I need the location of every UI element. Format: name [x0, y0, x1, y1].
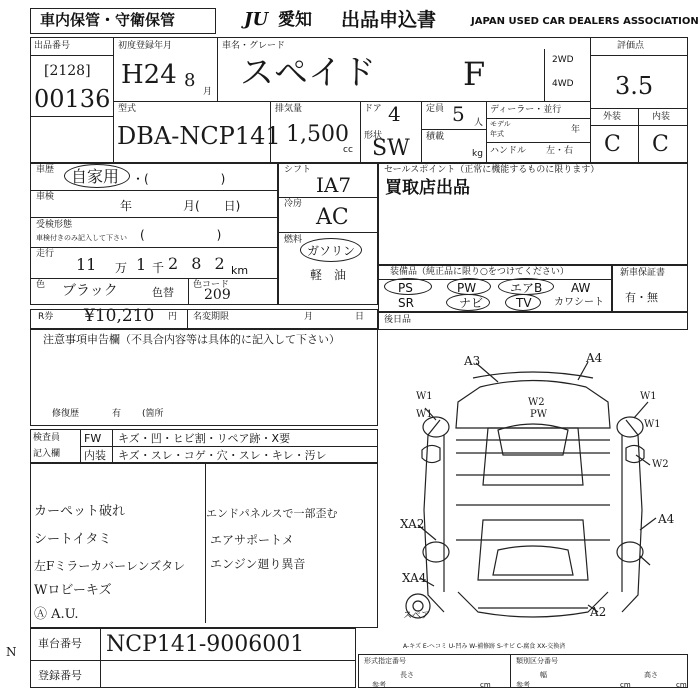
mark-xa2-left: XA2: [400, 517, 425, 531]
recycle-value: ¥10,210: [84, 306, 155, 326]
mileage-sen-digit: 1: [136, 255, 147, 274]
mileage-rest: 2 8 2: [168, 254, 229, 273]
mileage-label: 走行: [36, 249, 55, 259]
displacement-unit: cc: [343, 145, 353, 155]
sales-point-label: セールスポイント（正常に機能するものに限ります）: [384, 165, 600, 175]
inspection-label: 車検: [36, 192, 55, 202]
notes-label: 注意事項申告欄（不具合内容等は具体的に記入して下さい）: [43, 333, 340, 346]
mark-w2-hood: W2: [528, 397, 545, 408]
mark-a4-front: A4: [586, 351, 603, 365]
damage-legend: A-キズ E-ヘコミ U-凹み W-補修跡 S-サビ C-腐食 XX-交換済: [403, 643, 566, 650]
cm-label-3: cm: [676, 681, 687, 689]
equip-aw: AW: [571, 281, 591, 295]
mark-pw-hood: PW: [530, 409, 548, 420]
equip-airbag: エアB: [510, 281, 543, 295]
cm-label-2: cm: [620, 681, 631, 689]
history-label: 車歴: [36, 165, 55, 175]
mark-w1-left: W1: [416, 391, 433, 402]
equip-navi-circle: [446, 294, 490, 311]
note-mirror: 左Fミラーカバーレンズタレ: [34, 559, 186, 573]
model-label: 型式: [118, 104, 137, 114]
mark-w2-right: W2: [652, 459, 669, 470]
ref-label-1: 参考: [372, 681, 386, 689]
color-code-label: 色コード: [193, 280, 230, 290]
equip-navi: ナビ: [459, 296, 484, 310]
inspector-entry-label: 記入欄: [33, 449, 61, 459]
note-carpet: カーペット破れ: [34, 504, 126, 519]
drive-4wd: 4WD: [552, 79, 574, 89]
equip-tv-circle: [505, 294, 541, 311]
mileage-man: 11: [76, 255, 97, 274]
fuel-diesel: 軽 油: [310, 268, 347, 282]
repair-label: 修復歴: [52, 409, 80, 419]
dealer-model-label: モデル: [490, 120, 511, 128]
sales-point-value: 買取店出品: [385, 178, 470, 198]
category-label: 類別区分番号: [516, 657, 558, 665]
corner-mark: N: [6, 645, 17, 659]
model-spec-label: 形式指定番号: [364, 657, 406, 665]
check-row1: キズ・凹・ヒビ割・リペア跡・X要: [118, 432, 291, 445]
equip-sr: SR: [398, 296, 414, 310]
spare-label: スペア: [403, 611, 431, 621]
note-au: Ⓐ A.U.: [34, 607, 79, 622]
mileage-man-unit: 万: [115, 261, 128, 275]
shift-label: シフト: [284, 165, 312, 175]
load-unit: kg: [472, 149, 483, 159]
ref-label-2: 参考: [516, 681, 530, 689]
mark-w1-left-2: W1: [416, 409, 433, 420]
rating-label: 評価点: [617, 41, 645, 51]
cooling-value: AC: [316, 205, 349, 230]
association-name: JAPAN USED CAR DEALERS ASSOCIATION: [471, 16, 699, 27]
history-value: 自家用: [71, 167, 120, 186]
mark-a3-front: A3: [464, 354, 481, 368]
acceptance-label: 受検形態: [36, 220, 73, 230]
back-date-label: 後日品: [384, 315, 412, 325]
capacity-value: 5: [452, 102, 465, 126]
cooling-label: 冷房: [284, 199, 303, 209]
month-unit: 月: [203, 87, 213, 97]
name-change-label: 名変期限: [193, 312, 230, 322]
handle-options: 左・右: [546, 146, 574, 156]
mark-xa4-left: XA4: [402, 571, 427, 585]
mark-w1-right-2: W1: [644, 419, 661, 430]
mark-w1-right: W1: [640, 391, 657, 402]
mileage-sen-unit: 千: [152, 261, 165, 275]
warranty-options: 有・無: [625, 291, 658, 304]
storage-title: 車内保管・守衛保管: [40, 11, 176, 29]
equip-ps: PS: [398, 281, 413, 295]
org-name: 愛知: [278, 10, 312, 30]
mileage-unit: km: [231, 264, 249, 277]
rating-value: 3.5: [615, 72, 654, 100]
mark-a2-rear: A2: [590, 605, 607, 619]
equip-pw-circle: [447, 278, 491, 295]
capacity-label: 定員: [426, 104, 445, 114]
displacement-label: 排気量: [275, 104, 303, 114]
load-label: 積載: [426, 132, 445, 142]
inspector-label: 検査員: [33, 433, 61, 443]
equipment-label: 装備品（純正品に限り○をつけてください）: [390, 267, 569, 277]
warranty-label: 新車保証書: [620, 268, 666, 278]
fuel-gasoline: ガソリン: [307, 244, 356, 258]
inspection-month: 月( 日): [183, 199, 241, 213]
mark-a4-right: A4: [658, 512, 675, 526]
acceptance-note: 車検付きのみ記入して下さい: [36, 234, 127, 242]
equip-airbag-circle: [498, 278, 554, 295]
color-value: ブラック: [62, 283, 118, 299]
chassis-label: 車台番号: [38, 637, 82, 650]
drive-2wd: 2WD: [552, 55, 574, 65]
doors-value: 4: [388, 102, 401, 126]
car-name-value: スペイド: [240, 53, 376, 93]
capacity-unit: 人: [474, 118, 484, 128]
ju-logo: JU: [244, 9, 269, 30]
note-seat: シートイタミ: [34, 532, 112, 547]
first-registration-label: 初度登録年月: [118, 41, 173, 51]
first-registration-year: H24: [121, 60, 177, 90]
note-end-panel: エンドパネルスで一部歪む: [206, 507, 338, 520]
car-name-label: 車名・グレード: [222, 41, 286, 51]
inspection-year: 年: [120, 199, 133, 213]
check-row2-label: 内装: [84, 449, 106, 462]
chassis-value: NCP141-9006001: [106, 632, 305, 657]
form-title: 出品申込書: [341, 9, 437, 31]
note-w-lobby: Wロビーキズ: [34, 583, 112, 598]
registration-label: 登録番号: [38, 669, 82, 682]
repair-value: 有: [112, 409, 122, 419]
fuel-label: 燃料: [284, 235, 303, 245]
history-bracket: ・( ): [132, 172, 226, 186]
height-label: 高さ: [644, 671, 658, 679]
name-change-day: 日: [355, 312, 365, 322]
equip-pw: PW: [457, 281, 477, 295]
first-registration-month: 8: [184, 70, 196, 91]
check-row1-label: FW: [84, 432, 102, 445]
color-code-value: 209: [204, 287, 231, 303]
length-label: 長さ: [400, 671, 414, 679]
name-change-month: 月: [304, 312, 314, 322]
car-damage-diagram: [378, 330, 688, 642]
width-label: 幅: [540, 671, 547, 679]
note-engine-noise: エンジン廻り異音: [210, 557, 306, 571]
repair-place: (箇所: [142, 409, 164, 419]
model-value: DBA-NCP141: [117, 122, 281, 150]
recycle-label: R券: [38, 312, 54, 322]
equip-tv: TV: [516, 296, 532, 310]
lot-sub-number: [2128]: [44, 63, 91, 79]
lot-label: 出品番号: [34, 41, 71, 51]
displacement-value: 1,500: [286, 122, 349, 147]
doors-label: ドア: [364, 104, 382, 114]
cm-label-1: cm: [480, 681, 491, 689]
back-date-block: [378, 312, 688, 330]
shape-value: SW: [372, 136, 410, 161]
dealer-label: ディーラー・並行: [490, 105, 562, 115]
shift-value: IA7: [316, 173, 352, 197]
exterior-label: 外装: [603, 112, 622, 122]
dealer-year-unit: 年: [571, 125, 581, 135]
lot-number: 00136: [34, 85, 111, 113]
history-circle: [64, 164, 130, 188]
acceptance-bracket: ( ): [140, 228, 222, 242]
shape-label: 形状: [364, 131, 383, 141]
handle-label: ハンドル: [490, 146, 527, 156]
fuel-gasoline-circle: [300, 238, 362, 262]
interior-value: C: [652, 132, 669, 157]
recycle-unit: 円: [168, 312, 178, 322]
dealer-model-year-label: 年式: [490, 130, 504, 138]
equip-leather-seat: カワシート: [554, 297, 604, 308]
car-grade: F: [463, 55, 486, 93]
exterior-value: C: [604, 132, 621, 157]
interior-label: 内装: [652, 112, 671, 122]
check-row2: キズ・スレ・コゲ・穴・スレ・キレ・汚レ: [118, 449, 327, 462]
equip-ps-circle: [384, 278, 432, 295]
note-air-support: エアサポートメ: [210, 533, 294, 547]
color-change-label: 色替: [152, 286, 174, 299]
color-label: 色: [36, 280, 46, 290]
